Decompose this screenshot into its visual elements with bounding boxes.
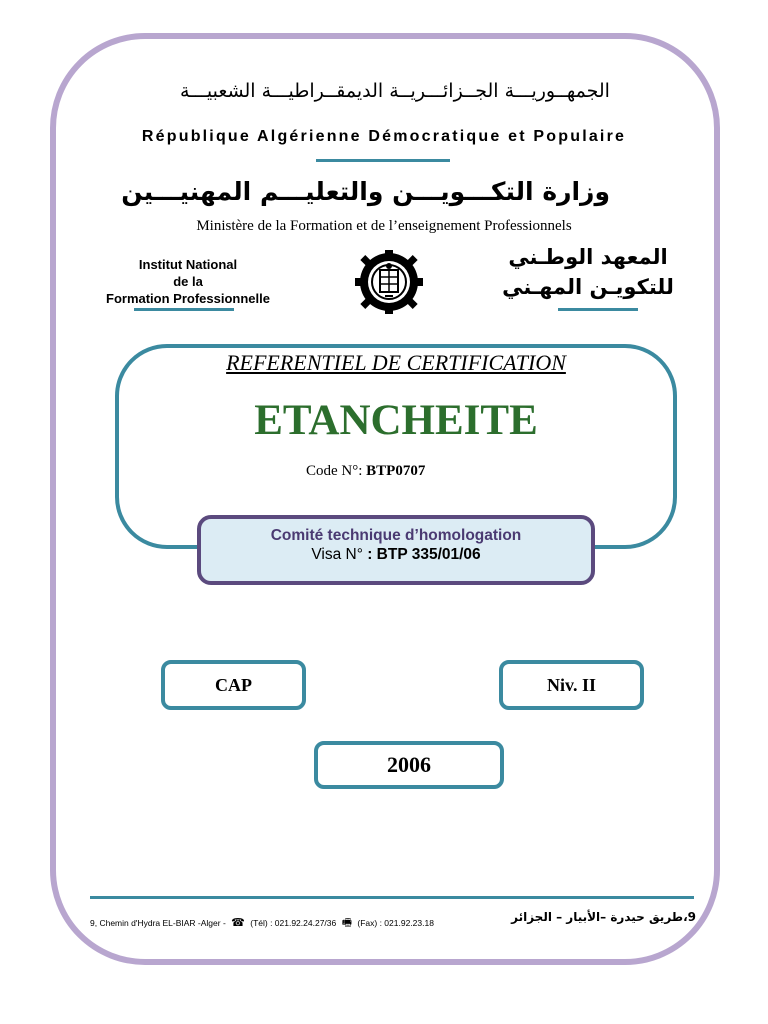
level-badge: Niv. II [499, 660, 644, 710]
year-badge: 2006 [314, 741, 504, 789]
visa-number [197, 546, 595, 564]
footer-tel: (Tél) : 021.92.24.27/36 [250, 918, 337, 928]
code-number [306, 463, 425, 480]
institute-arabic-line-1: المعهد الوطـني [508, 245, 668, 269]
footer-fax: (Fax) : 021.92.23.18 [357, 918, 434, 928]
institute-line-3: Formation Professionnelle [106, 291, 270, 306]
visa-value: : BTP 335/01/06 [367, 546, 481, 563]
certification-heading: REFERENTIEL DE CERTIFICATION [226, 350, 566, 375]
arabic-republic-heading: الجمهــوريـــة الجــزائـــريــة الديمقــراطيـــة الشعبيـــة [180, 80, 610, 102]
french-republic-heading: République Algérienne Démocratique et Populaire [141, 128, 627, 145]
footer-address-french [90, 914, 434, 933]
visa-label: Visa N° [311, 546, 368, 563]
code-label: Code N°: [306, 463, 367, 479]
institute-underline-right [558, 308, 638, 311]
institute-name-french [88, 256, 288, 307]
institute-arabic-line-2: للتكويـن المهـني [502, 275, 674, 299]
institute-line-1: Institut National [138, 257, 238, 272]
phone-icon: ☎ [231, 917, 245, 929]
institute-name-arabic [488, 242, 688, 302]
institute-line-2: de la [173, 274, 203, 289]
footer-divider [90, 896, 694, 899]
footer-address-arabic: 9،طريق حيدرة –الأبيار – الجزائر [511, 910, 696, 924]
footer-address: 9, Chemin d'Hydra EL-BIAR -Alger - [90, 918, 226, 928]
homologation-committee: Comité technique d’homologation [270, 527, 522, 544]
gear-logo-icon [352, 250, 426, 314]
fax-icon: 🖷 [341, 917, 353, 929]
header-divider [316, 159, 450, 162]
code-value: BTP0707 [366, 463, 426, 479]
certification-title: ETANCHEITE [254, 397, 538, 444]
arabic-ministry-heading: وزارة التكـــويـــن والتعليـــم المهنيـــين [121, 177, 610, 206]
french-ministry-heading: Ministère de la Formation et de l’enseignement Professionnels [196, 218, 572, 234]
institute-underline-left [134, 308, 234, 311]
diploma-badge: CAP [161, 660, 306, 710]
